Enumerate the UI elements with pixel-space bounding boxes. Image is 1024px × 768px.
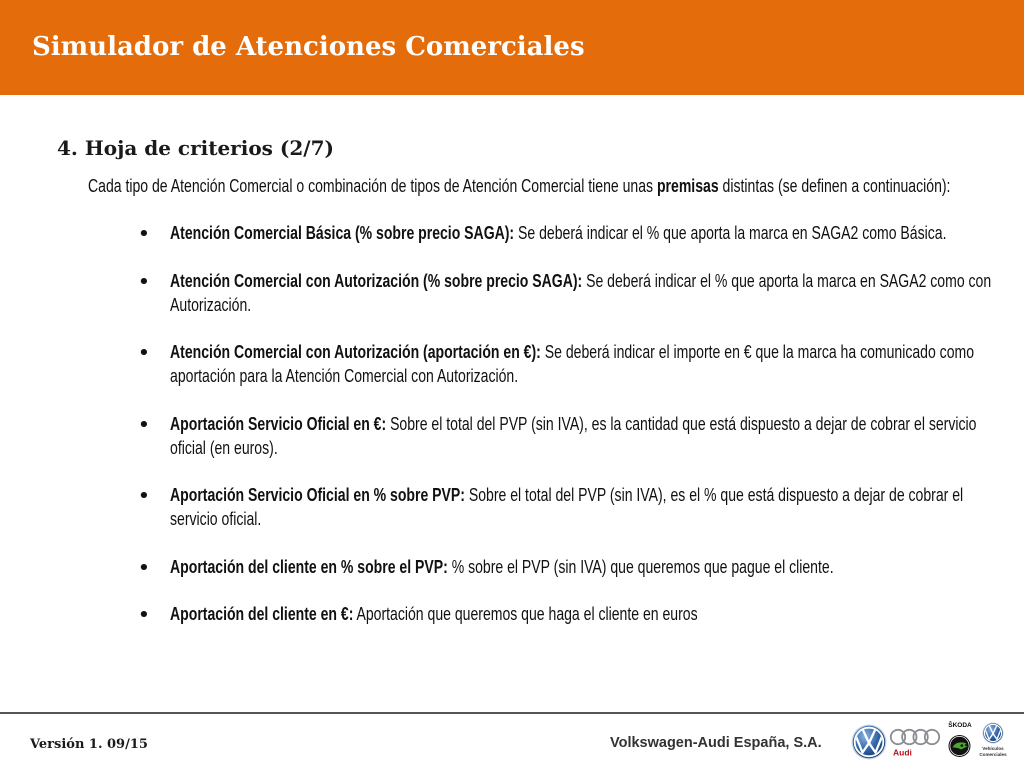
criterion-label: Atención Comercial con Autorización (aportación en €): — [170, 342, 541, 362]
company-name: Volkswagen-Audi España, S.A. — [610, 735, 822, 751]
criterion-description: % sobre el PVP (sin IVA) que queremos que pague el cliente. — [451, 556, 834, 577]
criterion-text — [170, 414, 976, 458]
criterion-label: Aportación Servicio Oficial en €: — [170, 413, 387, 434]
intro-text-start: Cada tipo de Atención Comercial o combinación de tipos de Atención Comercial tiene unas — [88, 176, 654, 196]
criterion-item — [140, 602, 1004, 626]
criterion-text — [170, 223, 946, 243]
criterion-label: Atención Comercial Básica (% sobre precio SAGA): — [170, 223, 515, 243]
criterion-description: Aportación que queremos que haga el cliente en euros — [356, 604, 698, 624]
bullet-icon — [141, 349, 147, 355]
bullet-icon — [141, 564, 147, 570]
criterion-item — [140, 340, 1004, 388]
criterion-label: Atención Comercial con Autorización (% sobre precio SAGA): — [170, 270, 583, 291]
intro-paragraph — [88, 174, 950, 198]
criterion-item — [140, 221, 1004, 245]
version-label: Versión 1. 09/15 — [30, 737, 148, 752]
skoda-logo-lettering: ŠKODA — [948, 722, 972, 729]
criterion-description: Sobre el total del PVP (sin IVA), es el % que está dispuesto a dejar de cobrar el servicio oficial. — [170, 485, 964, 529]
bullet-icon — [141, 278, 147, 284]
vw-commercial-vehicles-logo-icon — [979, 721, 1007, 761]
criterion-description: Sobre el total del PVP (sin IVA), es la cantidad que está dispuesto a dejar de cobrar el servicio oficial (en euros). — [170, 413, 977, 458]
commercial-vehicles-lettering-line-1: Vehículos — [982, 746, 1004, 751]
bullet-icon — [141, 230, 147, 236]
criterion-label: Aportación del cliente en % sobre el PVP: — [170, 556, 448, 577]
bullet-icon — [141, 421, 147, 427]
volkswagen-logo-icon — [851, 724, 887, 760]
criterion-item — [140, 555, 1004, 579]
criterion-text — [170, 557, 834, 577]
audi-rings — [891, 730, 939, 744]
slide-title: Simulador de Atenciones Comerciales — [32, 32, 585, 62]
criterion-item — [140, 412, 1004, 460]
criterion-description: Se deberá indicar el importe en € que la marca ha comunicado como aportación para la Atención Comercial con Autorización. — [170, 342, 975, 386]
criterion-label: Aportación del cliente en €: — [170, 604, 354, 624]
criterion-text — [170, 604, 698, 624]
criterion-text — [170, 485, 963, 529]
intro-emphasis: premisas — [656, 176, 719, 196]
bullet-icon — [141, 611, 147, 617]
criterion-label: Aportación Servicio Oficial en % sobre PVP: — [170, 485, 465, 505]
audi-logo-lettering: Audi — [893, 747, 912, 758]
criterion-item — [140, 269, 1004, 317]
intro-text-end: distintas (se definen a continuación): — [722, 176, 951, 196]
criterion-description: Se deberá indicar el % que aporta la marca en SAGA2 como con Autorización. — [170, 270, 992, 315]
criterion-text — [170, 342, 974, 386]
criterion-text — [170, 271, 991, 315]
commercial-vehicles-lettering-line-2: Comerciales — [979, 752, 1007, 757]
footer-divider — [0, 712, 1024, 714]
bullet-icon — [141, 492, 147, 498]
audi-logo-icon — [888, 726, 944, 758]
skoda-logo-icon — [945, 718, 975, 760]
criteria-list — [140, 221, 1004, 650]
section-heading: 4. Hoja de criterios (2/7) — [57, 136, 334, 160]
criterion-item — [140, 483, 1004, 531]
criterion-description: Se deberá indicar el % que aporta la marca en SAGA2 como Básica. — [518, 223, 947, 243]
header-bar — [0, 0, 1024, 95]
